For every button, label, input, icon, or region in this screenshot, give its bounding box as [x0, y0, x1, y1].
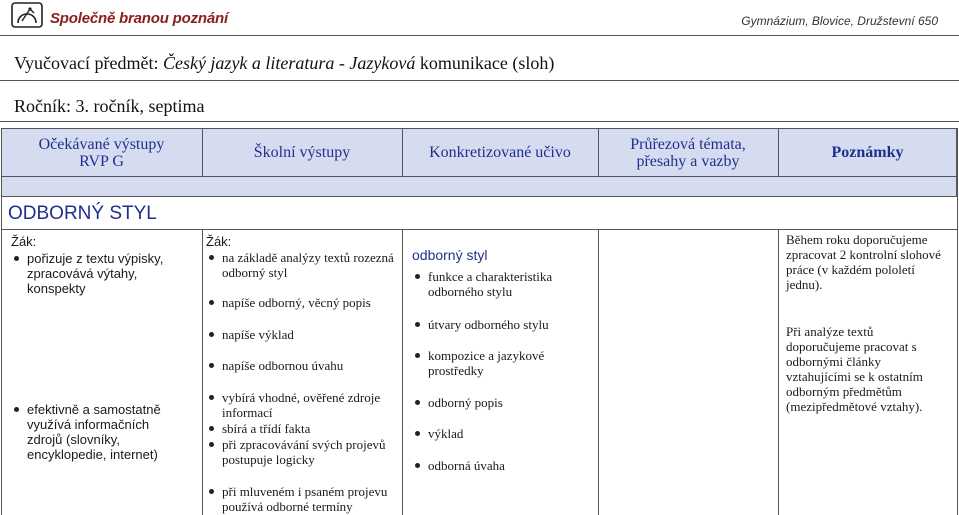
list-item: vybírá vhodné, ověřené zdroje informací: [206, 390, 398, 420]
section-divider: [1, 229, 957, 230]
list-item: výklad: [412, 426, 588, 441]
list-item: efektivně a samostatně využívá informačních zdrojů (slovníky, encyklopedie, internet): [11, 402, 171, 462]
list-item: při mluveném i psaném projevu používá odborné termíny: [206, 484, 398, 514]
pupil-label: Žák:: [206, 234, 232, 249]
table-border-left: [1, 177, 2, 515]
curriculum-heading: [412, 248, 592, 263]
list-item: odborná úvaha: [412, 458, 588, 473]
list-item: napíše odbornou úvahu: [206, 358, 398, 373]
list-item: pořizuje z textu výpisky, zpracovává výtahy, konspekty: [11, 251, 199, 296]
header-divider: [0, 35, 959, 36]
list-item: útvary odborného stylu: [412, 317, 588, 332]
column-header-rvp: Očekávané výstupy RVP G: [38, 135, 165, 170]
subject-suffix: komunikace (sloh): [415, 53, 555, 73]
subject-divider: [0, 80, 959, 81]
curriculum-heading-text: odborný styl: [412, 247, 488, 263]
list-item: kompozice a jazykové prostředky: [412, 348, 578, 378]
col-sep-1: [202, 229, 203, 515]
logo-text: Společně branou poznání: [50, 10, 228, 27]
subject-line: [14, 53, 554, 74]
table-border-right: [957, 128, 958, 515]
pupil-label: Žák:: [11, 234, 37, 249]
curriculum-list: [412, 262, 596, 473]
list-item: napíše odborný, věcný popis: [206, 295, 398, 310]
grade-line: Ročník: 3. ročník, septima: [14, 96, 205, 116]
col-sep-3: [598, 229, 599, 515]
list-item: napíše výklad: [206, 327, 398, 342]
header-spacer-bar: [1, 177, 957, 197]
notes-cell-1: Během roku doporučujeme zpracovat 2 kontrolní slohové práce (v každém pololetí jednu).: [786, 232, 941, 292]
school-name: Gymnázium, Blovice, Družstevní 650: [741, 14, 938, 28]
column-header-cross-topics: Průřezová témata, přesahy a vazby: [630, 135, 746, 170]
column-header-school-outputs: Školní výstupy: [253, 144, 351, 161]
section-title: ODBORNÝ STYL: [8, 203, 157, 224]
column-header-notes: Poznámky: [831, 144, 904, 161]
rvp-list-2: [11, 402, 171, 462]
list-item: odborný popis: [412, 395, 588, 410]
page-header: [0, 0, 959, 35]
grade-divider: [0, 121, 959, 122]
col-sep-4-head: [778, 128, 779, 177]
rvp-outputs-cell: [11, 234, 199, 249]
notes-cell-2: Při analýze textů doporučujeme pracovat s odbornými články vztahujícími se k ostatním odborným předmětům (mezipředmětové vztahy).: [786, 324, 923, 414]
list-item: funkce a charakteristika odborného stylu: [412, 269, 578, 299]
logo-gate-icon: [10, 1, 46, 31]
list-item: na základě analýzy textů rozezná odborný styl: [206, 250, 398, 280]
col-sep-2-head: [402, 128, 403, 177]
col-sep-1-head: [202, 128, 203, 177]
col-sep-3-head: [598, 128, 599, 177]
list-item: při zpracovávání svých projevů postupuje logicky: [206, 437, 398, 467]
rvp-list-1: [11, 251, 199, 296]
column-header-curriculum: Konkretizované učivo: [429, 144, 571, 161]
col-sep-4: [778, 229, 779, 515]
subject-prefix: Vyučovací předmět:: [14, 53, 163, 73]
col-sep-2: [402, 229, 403, 515]
school-outputs-label-cell: [206, 234, 398, 249]
subject-name: Český jazyk a literatura - Jazyková: [162, 53, 416, 73]
list-item: sbírá a třídí fakta: [206, 421, 398, 436]
